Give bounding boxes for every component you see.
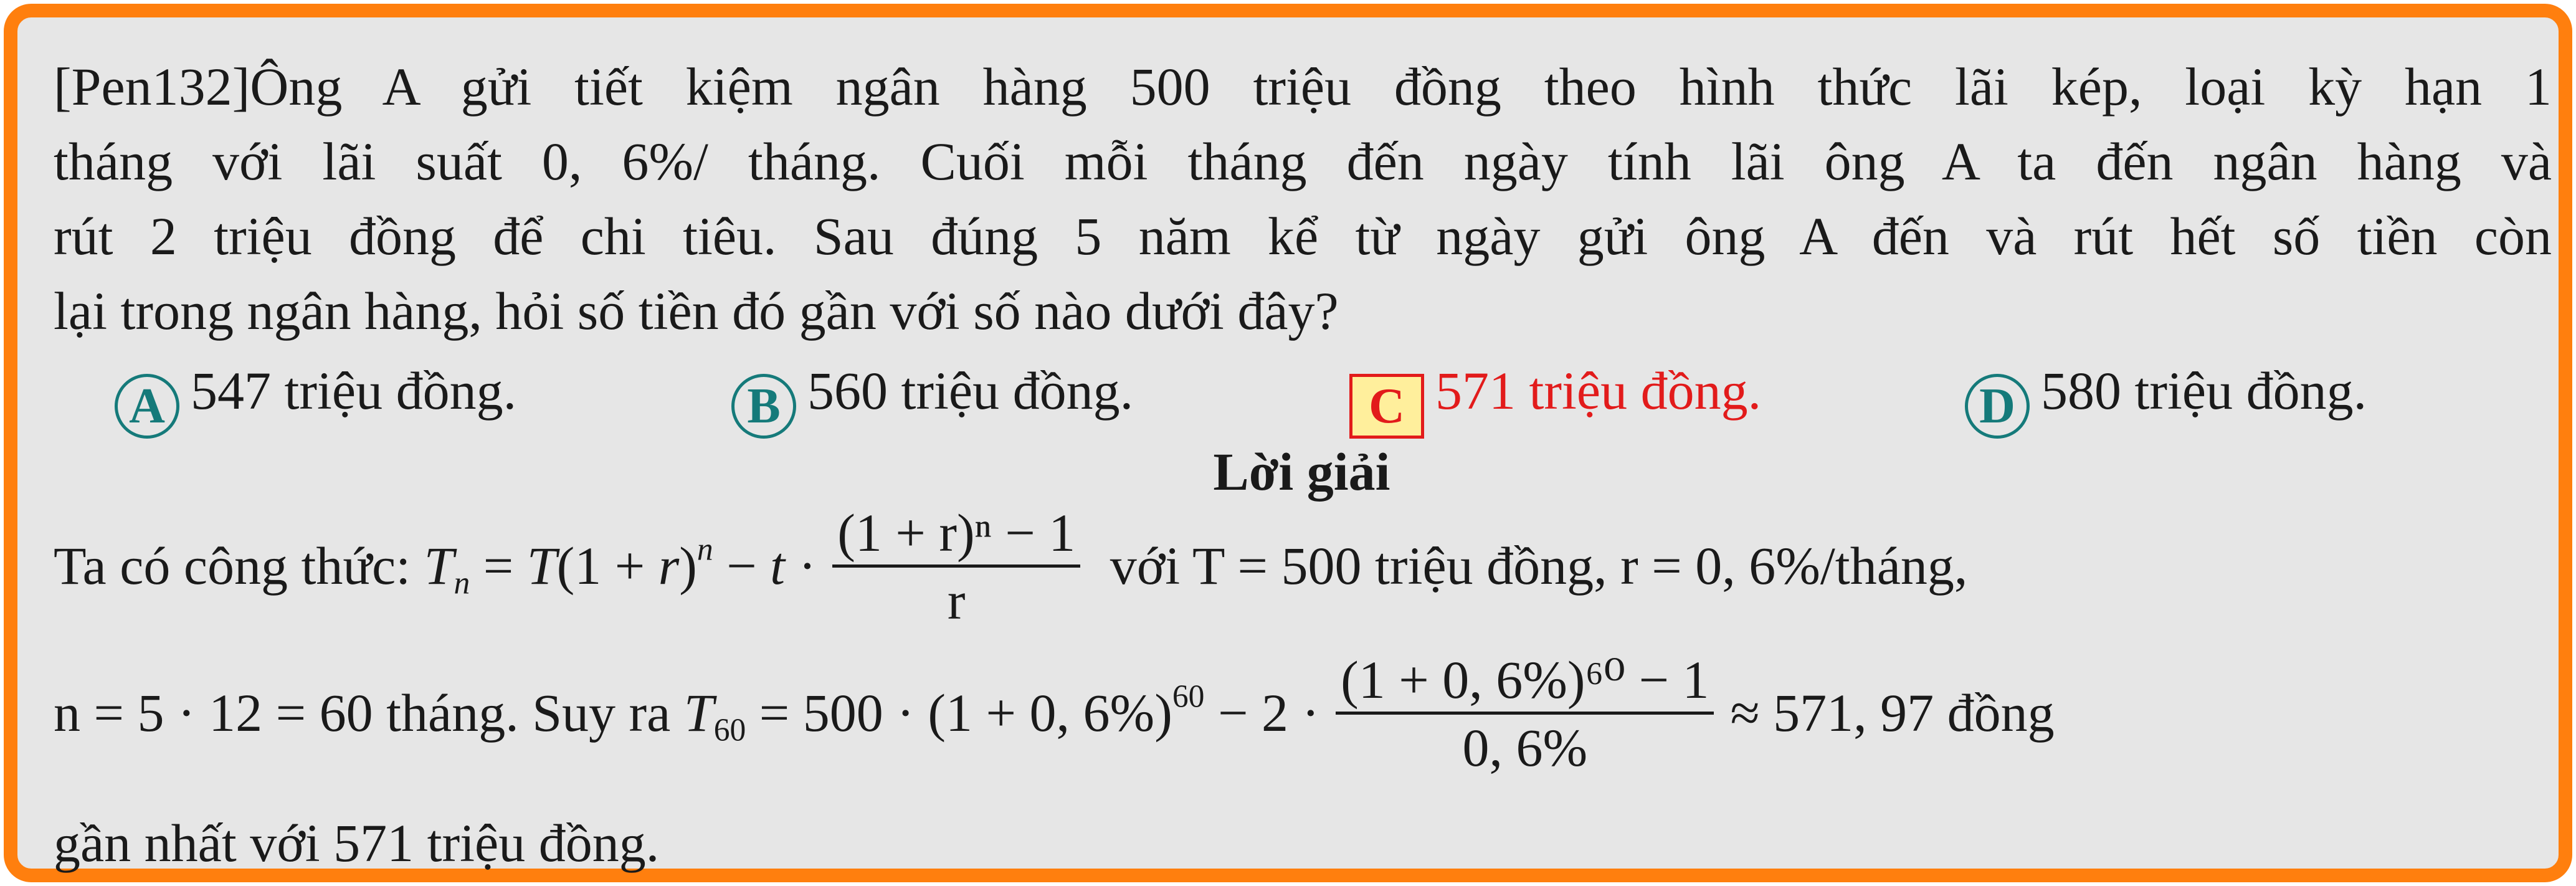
conclusion-line: gần nhất với 571 triệu đồng. — [54, 813, 660, 873]
formula-1-denominator: r — [832, 564, 1080, 627]
option-d[interactable] — [1965, 361, 2367, 439]
option-b-badge: B — [731, 374, 796, 439]
formula-line-2: n = 5 · 12 = 60 tháng. Suy ra $T_{60} = 500 \cdot (1 + 0$, 6%)$^{60}$ − 2 · $\frac{\text{(1 + 0, 6\%)⁶⁰ − 1}}{0, 6\%}$ ≈ 571, 97 đồng — [54, 650, 2055, 778]
solution-title: Lời giải — [1213, 442, 1390, 502]
formula-1-fraction — [832, 503, 1080, 631]
option-d-badge: D — [1965, 374, 2030, 439]
formula-1-prefix: Ta có công thức: — [54, 536, 424, 596]
question-line-1: [Pen132]Ông A gửi tiết kiệm ngân hàng 500 triệu đồng theo hình thức lãi kép, loại kỳ hạn 1 — [54, 57, 2552, 117]
option-c-text: 571 triệu đồng. — [1435, 361, 1762, 421]
question-line-4: lại trong ngân hàng, hỏi số tiền đó gần với số nào dưới đây? — [54, 281, 1339, 341]
option-a-badge: A — [115, 374, 179, 439]
question-card — [4, 4, 2572, 882]
option-c-badge: C — [1349, 374, 1424, 439]
formula-2-prefix: n = 5 · 12 = 60 tháng. Suy ra — [54, 683, 684, 743]
formula-1-numerator: (1 + r)ⁿ − 1 — [837, 503, 1076, 563]
option-c[interactable] — [1349, 361, 1762, 439]
formula-2-denominator: 0, 6% — [1336, 712, 1714, 774]
option-a[interactable] — [115, 361, 517, 439]
formula-2-suffix: ≈ 571, 97 đồng — [1730, 683, 2055, 743]
formula-1-suffix: với T = 500 triệu đồng, r = 0, 6%/tháng, — [1096, 536, 1968, 596]
formula-2-fraction — [1336, 650, 1714, 778]
option-a-text: 547 triệu đồng. — [191, 361, 517, 421]
formula-2-numerator: (1 + 0, 6%)⁶⁰ − 1 — [1341, 650, 1709, 710]
formula-line-1: Ta có công thức: $T_n = T(1 + r)^n - t$ · $\frac{\text{(1 + r)ⁿ − 1}}{r}$ với T = 500 triệu đồng, r = 0, 6%/tháng, — [54, 503, 1968, 631]
option-b[interactable] — [731, 361, 1134, 439]
question-line-2: tháng với lãi suất 0, 6%/ tháng. Cuối mỗi tháng đến ngày tính lãi ông A ta đến ngân hàng và — [54, 131, 2552, 191]
question-line-3: rút 2 triệu đồng để chi tiêu. Sau đúng 5 năm kể từ ngày gửi ông A đến và rút hết số tiền còn — [54, 206, 2552, 266]
option-b-text: 560 triệu đồng. — [807, 361, 1134, 421]
option-d-text: 580 triệu đồng. — [2041, 361, 2367, 421]
